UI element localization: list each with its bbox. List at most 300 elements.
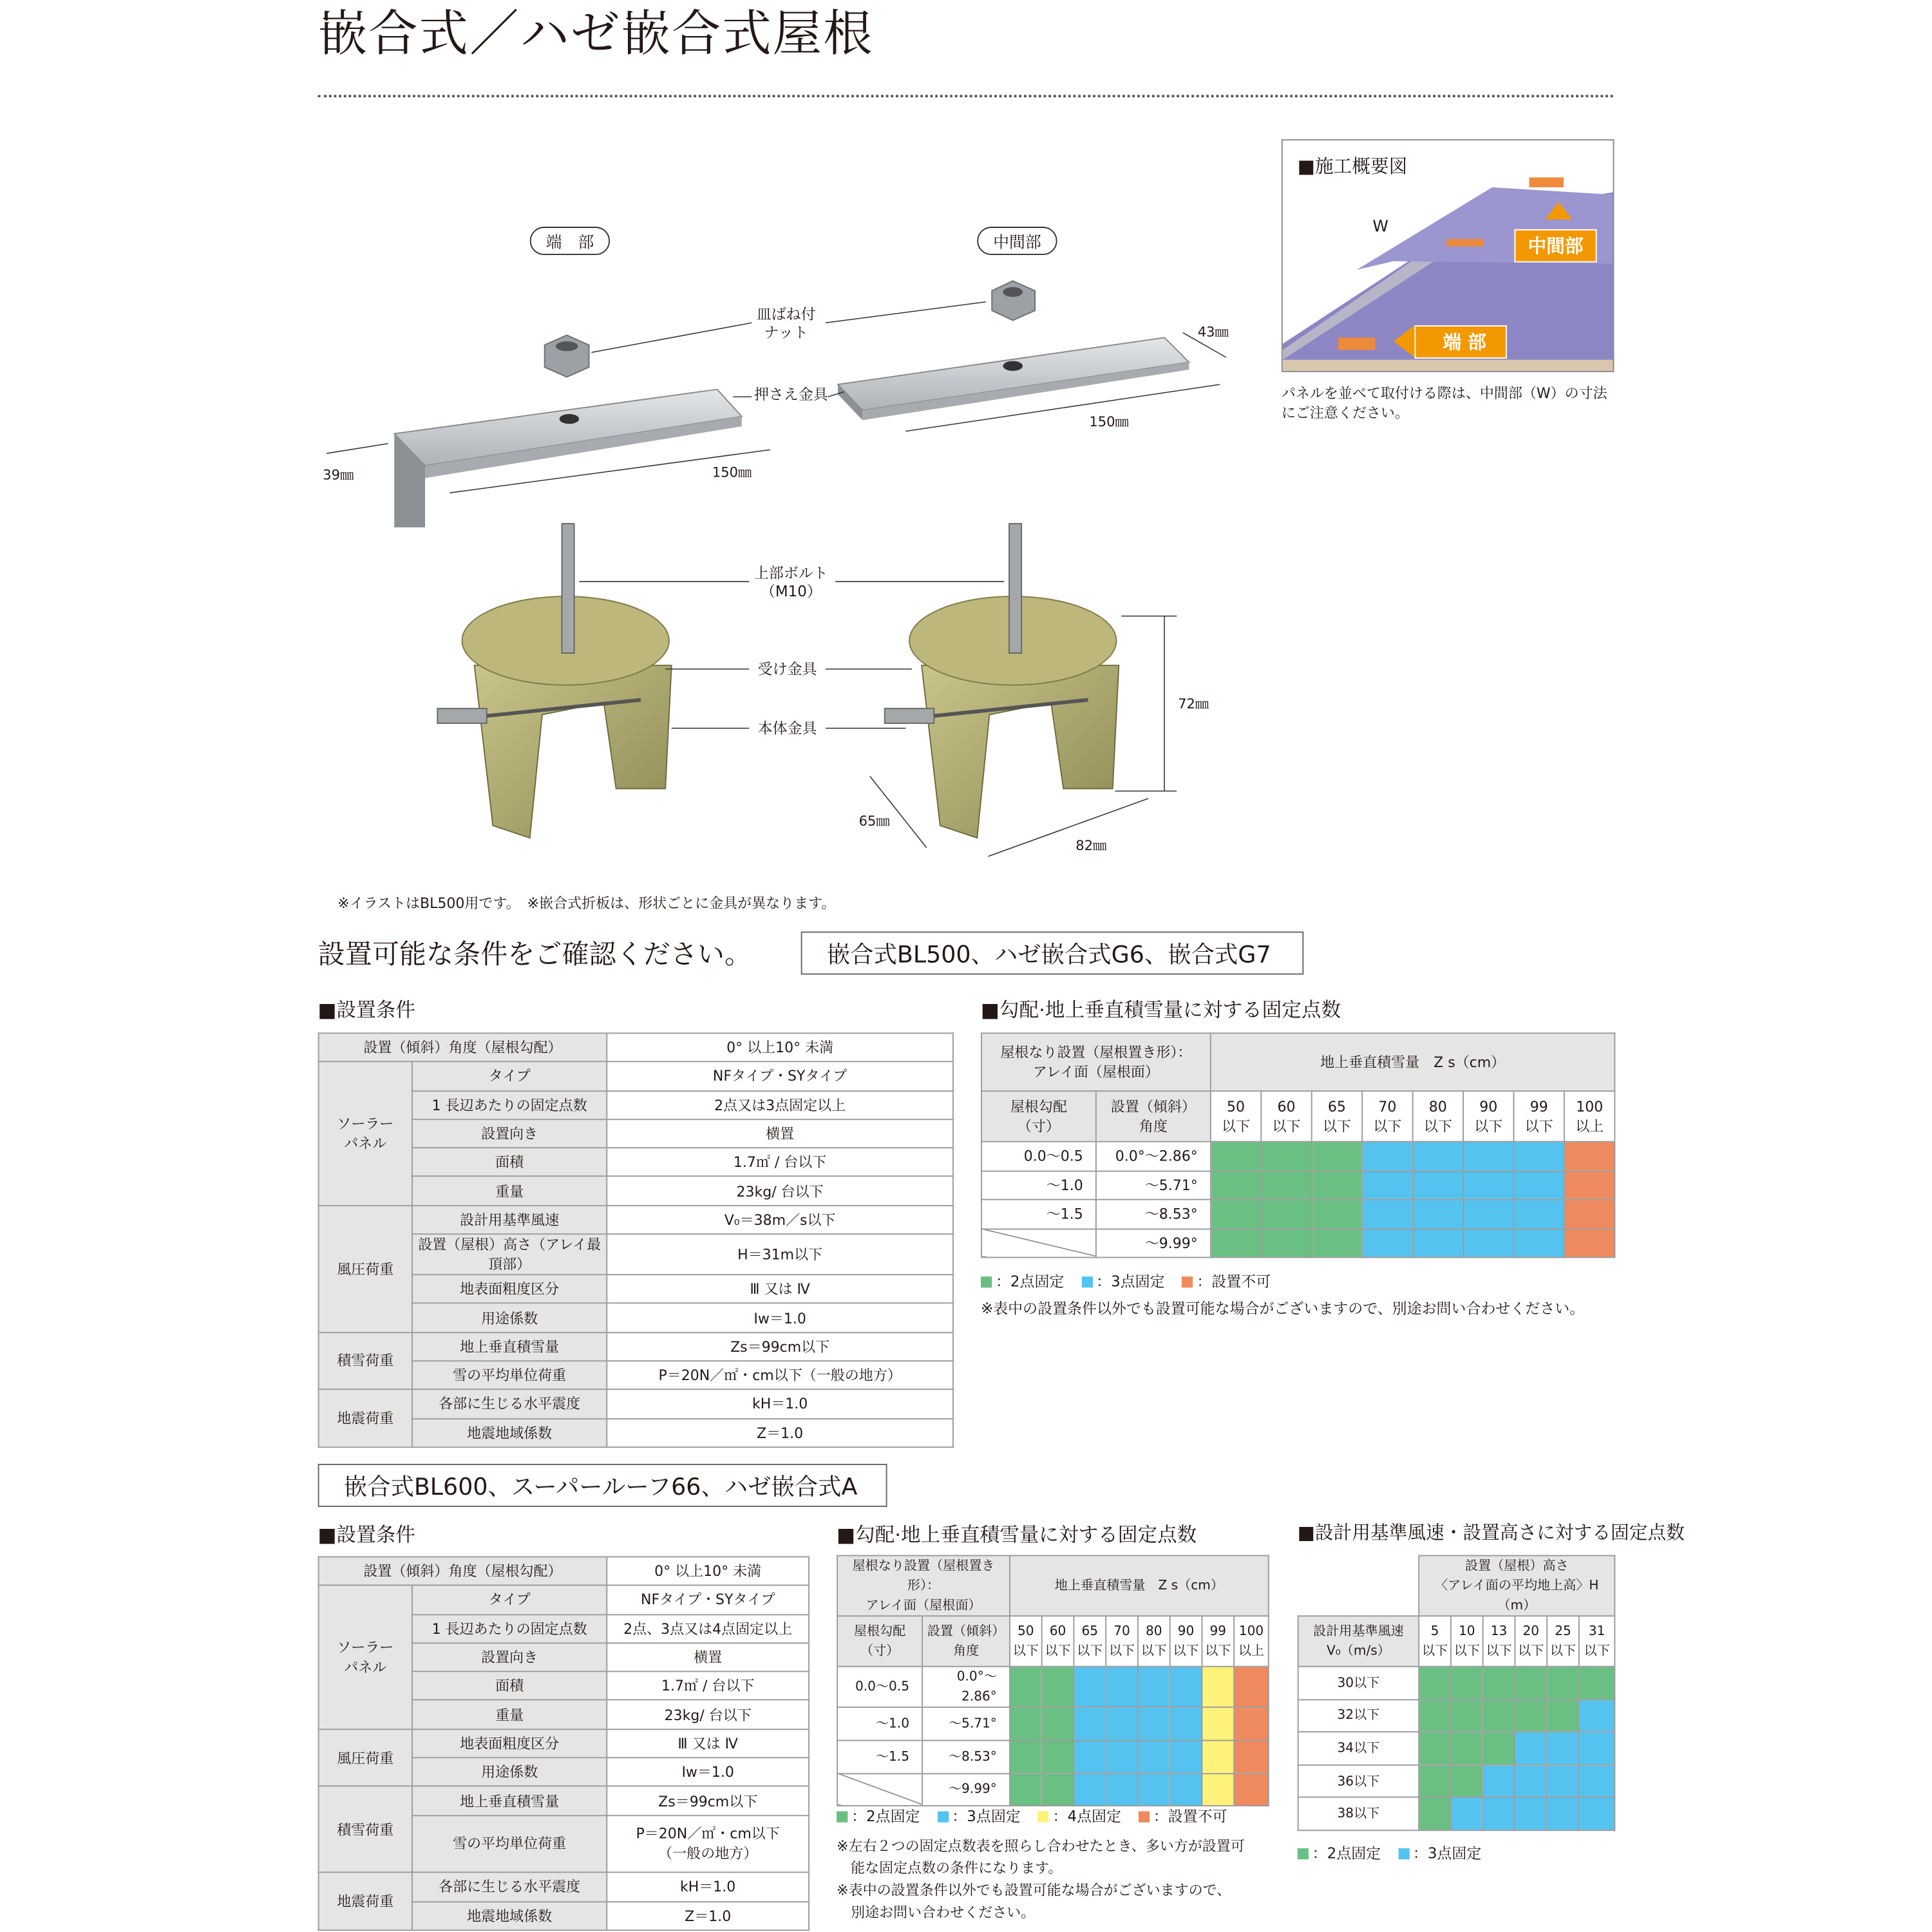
legend-swatch-o: [1182, 1276, 1193, 1287]
condition-label: 重量: [412, 1177, 607, 1206]
height-column-header: 20 以下: [1515, 1616, 1547, 1666]
legend-swatch-g: [837, 1812, 848, 1823]
fixing-cell-b: [1515, 1732, 1547, 1765]
condition-value: 2点、3点又は4点固定以上: [607, 1615, 809, 1643]
conditions-title-2: ■設置条件: [317, 1522, 416, 1547]
condition-value: P＝20N／㎡・cm以下（一般の地方）: [607, 1361, 953, 1390]
fixing-cell-b: [1547, 1732, 1579, 1765]
legend-2: [837, 1805, 1244, 1826]
snow-column-header: 60 以下: [1261, 1091, 1311, 1141]
snow-column-header: 50 以下: [1211, 1091, 1261, 1141]
condition-value: H＝31m以下: [607, 1234, 953, 1274]
legend-item: [1139, 1808, 1227, 1825]
condition-group: 積雪荷重: [319, 1786, 412, 1873]
bolt-label: 上部ボルト （M10）: [753, 564, 828, 600]
snow-column-header: 50 以下: [1010, 1616, 1042, 1666]
fixing-cell-g: [1042, 1707, 1074, 1740]
fixing-cell-b: [1138, 1740, 1170, 1773]
overview-diagram: [1282, 139, 1615, 372]
fixing-cell-b: [1138, 1707, 1170, 1740]
table-row: [837, 1707, 1269, 1740]
legend-item: [1398, 1844, 1481, 1862]
fixing-cell-g: [1261, 1171, 1311, 1200]
arrow-up-icon: [1545, 202, 1572, 220]
fixing-cell-g: [1211, 1229, 1261, 1258]
wind-table: [1298, 1555, 1616, 1832]
fixing-cell-b: [1579, 1732, 1615, 1765]
end-part-label: 端 部: [530, 227, 610, 255]
fixing-cell-g: [1419, 1667, 1451, 1700]
dim-mid-length: 150㎜: [1089, 413, 1129, 430]
fixing-cell-b: [1463, 1142, 1513, 1171]
fixing-cell-b: [1170, 1667, 1202, 1707]
fixing-cell-b: [1138, 1773, 1170, 1806]
nut-label: 皿ばね付 ナット: [756, 305, 816, 341]
middle-tag: 中間部: [1514, 229, 1596, 263]
snow-table-2: [837, 1555, 1269, 1807]
condition-value: Ⅲ 又は Ⅳ: [607, 1274, 953, 1303]
legend-label: ：2点固定: [995, 1273, 1065, 1291]
dim-mid-width: 43㎜: [1197, 324, 1229, 341]
models-box-2: 嵌合式BL600、スーパールーフ66、ハゼ嵌合式A: [318, 1464, 887, 1507]
condition-label: 設置（屋根）高さ（アレイ最頂部）: [412, 1234, 607, 1274]
condition-value: kH＝1.0: [607, 1390, 953, 1419]
legend-label: ：3点固定: [1096, 1273, 1165, 1291]
conditions-table-1: [318, 1032, 954, 1448]
slope-header: 屋根勾配 （寸）: [837, 1616, 922, 1666]
fixing-cell-o: [1564, 1142, 1615, 1171]
condition-label: 1 長辺あたりの固定点数: [412, 1090, 607, 1119]
snow-column-header: 80 以下: [1138, 1616, 1170, 1666]
condition-value: Iw＝1.0: [607, 1757, 809, 1786]
fixing-cell-g: [1547, 1667, 1579, 1700]
header-row: [1298, 1556, 1615, 1616]
header-row: [981, 1033, 1615, 1091]
height-column-header: 25 以下: [1547, 1616, 1579, 1666]
angle-header: 設置（傾斜） 角度: [1096, 1091, 1211, 1141]
legend-item: [837, 1808, 920, 1825]
fixing-cell-b: [1413, 1200, 1463, 1229]
table-row: [319, 1332, 953, 1361]
illustration-note: ※イラストはBL500用です。 ※嵌合式折板は、形状ごとに金具が異なります。: [337, 895, 836, 912]
slope-cell: [981, 1229, 1096, 1258]
snow-column-header: 100 以上: [1234, 1616, 1269, 1666]
fixing-cell-b: [1483, 1797, 1515, 1830]
legend-label: ：3点固定: [952, 1807, 1021, 1825]
slope-cell: 〜1.0: [981, 1171, 1096, 1200]
fixing-cell-b: [1074, 1773, 1106, 1806]
condition-label: 設置（傾斜）角度（屋根勾配）: [319, 1557, 607, 1586]
table-row: [981, 1229, 1615, 1258]
fixing-cell-b: [1362, 1142, 1412, 1171]
fixing-cell-g: [1261, 1200, 1311, 1229]
fixing-cell-b: [1362, 1171, 1412, 1200]
bracket-illustration: [0, 0, 1282, 887]
table-row: [319, 1062, 953, 1091]
fixing-cell-y: [1202, 1773, 1234, 1806]
height-header: 設置（屋根）高さ 〈アレイ面の平均地上高〉H（m）: [1419, 1556, 1615, 1616]
snow-column-header: 90 以下: [1170, 1616, 1202, 1666]
fixing-cell-g: [1211, 1142, 1261, 1171]
condition-label: 設置向き: [412, 1119, 607, 1148]
fixing-cell-g: [1010, 1667, 1042, 1707]
legend-swatch-g: [981, 1276, 992, 1287]
snow-column-header: 60 以下: [1042, 1616, 1074, 1666]
angle-cell: 〜5.71°: [1096, 1171, 1211, 1200]
wind-table-title: ■設計用基準風速・設置高さに対する固定点数: [1297, 1521, 1685, 1544]
conditions-title-1: ■設置条件: [317, 998, 416, 1022]
table-row: [319, 1206, 953, 1235]
condition-label: 設計用基準風速: [412, 1206, 607, 1235]
condition-value: 横置: [607, 1119, 953, 1148]
dim-body-width: 82㎜: [1075, 838, 1107, 854]
fixing-cell-g: [1010, 1740, 1042, 1773]
condition-value: Zs＝99cm以下: [607, 1786, 809, 1815]
fixing-cell-y: [1202, 1667, 1234, 1707]
fixing-cell-b: [1074, 1740, 1106, 1773]
snow-column-header: 99 以下: [1202, 1616, 1234, 1666]
condition-value: P＝20N／㎡・cm以下 （一般の地方）: [607, 1815, 809, 1873]
dim-body-depth: 65㎜: [858, 813, 890, 829]
snow-column-header: 65 以下: [1312, 1091, 1362, 1141]
condition-value: kH＝1.0: [607, 1873, 809, 1902]
clamp-label: 押さえ金具: [753, 385, 828, 403]
fixing-cell-g: [1419, 1797, 1451, 1830]
condition-group: ソーラー パネル: [319, 1062, 412, 1206]
models-box-1: 嵌合式BL500、ハゼ嵌合式G6、嵌合式G7: [801, 931, 1304, 974]
snow-header: 地上垂直積雪量 Z s（cm）: [1211, 1033, 1615, 1091]
fixing-cell-b: [1515, 1797, 1547, 1830]
fixing-cell-b: [1106, 1667, 1138, 1707]
condition-value: Z＝1.0: [607, 1901, 809, 1930]
fixing-cell-b: [1547, 1797, 1579, 1830]
snow-note-1: ※表中の設置条件以外でも設置可能な場合がございますので、別途お問い合わせください。: [980, 1300, 1585, 1318]
legend-3: [1298, 1842, 1499, 1863]
fixing-cell-b: [1106, 1707, 1138, 1740]
table-row: [1298, 1732, 1615, 1765]
fixing-cell-g: [1312, 1171, 1362, 1200]
fixing-cell-g: [1483, 1732, 1515, 1765]
fixing-cell-b: [1579, 1700, 1615, 1732]
condition-label: 重量: [412, 1700, 607, 1729]
fixing-cell-g: [1211, 1200, 1261, 1229]
fixing-cell-b: [1074, 1707, 1106, 1740]
condition-value: Z＝1.0: [607, 1418, 953, 1447]
table-row: [319, 1234, 953, 1274]
fixing-cell-b: [1138, 1667, 1170, 1707]
fixing-cell-y: [1202, 1707, 1234, 1740]
angle-cell: 0.0°〜2.86°: [1096, 1142, 1211, 1171]
snow-column-header: 99 以下: [1513, 1091, 1564, 1141]
fixing-cell-g: [1483, 1700, 1515, 1732]
middle-body: [885, 524, 1119, 838]
snow-note-2b: ※表中の設置条件以外でも設置可能な場合がございますので、 別途お問い合わせください。: [837, 1881, 1231, 1921]
table-row: [319, 1786, 809, 1815]
table-row: [837, 1773, 1269, 1806]
condition-label: 雪の平均単位荷重: [412, 1361, 607, 1390]
fixing-cell-b: [1074, 1667, 1106, 1707]
fixing-cell-b: [1547, 1765, 1579, 1797]
table-row: [1298, 1667, 1615, 1700]
fixing-cell-b: [1413, 1142, 1463, 1171]
legend-label: ：設置不可: [1153, 1807, 1227, 1825]
condition-label: 各部に生じる水平震度: [412, 1873, 607, 1902]
table-row: [319, 1274, 953, 1303]
middle-nut: [992, 281, 1035, 320]
fixing-cell-g: [1010, 1707, 1042, 1740]
table-row: [319, 1729, 809, 1758]
fixing-cell-g: [1042, 1667, 1074, 1707]
wind-speed-header: 設計用基準風速 V₀（m/s）: [1298, 1616, 1419, 1666]
subheader-row: [837, 1616, 1269, 1666]
slope-cell: 〜1.0: [837, 1707, 922, 1740]
fixing-cell-g: [1042, 1740, 1074, 1773]
height-column-header: 10 以下: [1451, 1616, 1483, 1666]
fixing-cell-b: [1451, 1797, 1483, 1830]
table-row: [319, 1418, 953, 1447]
fixing-cell-g: [1515, 1700, 1547, 1732]
fixing-cell-o: [1564, 1229, 1615, 1258]
snow-column-header: 90 以下: [1463, 1091, 1513, 1141]
legend-swatch-b: [1081, 1276, 1092, 1287]
condition-group: 風圧荷重: [319, 1729, 412, 1786]
condition-group: 地震荷重: [319, 1873, 412, 1930]
fixing-cell-g: [1010, 1773, 1042, 1806]
fixing-cell-b: [1513, 1229, 1564, 1258]
angle-cell: 〜9.99°: [1096, 1229, 1211, 1258]
condition-label: タイプ: [412, 1062, 607, 1091]
fixing-cell-b: [1579, 1765, 1615, 1797]
condition-group: 地震荷重: [319, 1390, 412, 1447]
condition-value: Ⅲ 又は Ⅳ: [607, 1729, 809, 1758]
fixing-cell-b: [1579, 1797, 1615, 1830]
angle-cell: 0.0°〜2.86°: [922, 1667, 1010, 1707]
condition-group: ソーラー パネル: [319, 1586, 412, 1729]
condition-label: 設置（傾斜）角度（屋根勾配）: [319, 1033, 607, 1062]
snow-column-header: 65 以下: [1074, 1616, 1106, 1666]
condition-label: 雪の平均単位荷重: [412, 1815, 607, 1873]
legend-label: ：設置不可: [1197, 1273, 1271, 1291]
dim-body-height: 72㎜: [1178, 696, 1209, 712]
condition-value: NFタイプ・SYタイプ: [607, 1062, 953, 1091]
condition-value: 0° 以上10° 未満: [607, 1033, 953, 1062]
condition-label: 設置向き: [412, 1643, 607, 1672]
fixing-cell-g: [1312, 1200, 1362, 1229]
end-tag: 端 部: [1414, 325, 1507, 359]
table-row: [319, 1033, 953, 1062]
page-title: 嵌合式／ハゼ嵌合式屋根: [317, 6, 874, 63]
legend-swatch-o: [1139, 1812, 1150, 1823]
fixing-cell-y: [1202, 1740, 1234, 1773]
legend-item: [981, 1273, 1064, 1290]
table-row: [1298, 1700, 1615, 1732]
wind-speed-cell: 36以下: [1298, 1765, 1419, 1797]
table-row: [319, 1148, 953, 1177]
legend-item: [1182, 1273, 1271, 1290]
condition-label: 地震地域係数: [412, 1901, 607, 1930]
table-row: [319, 1557, 809, 1586]
subheader-row: [1298, 1616, 1615, 1666]
legend-item: [1081, 1273, 1164, 1290]
snow-column-header: 80 以下: [1413, 1091, 1463, 1141]
snow-table-title-1: ■勾配·地上垂直積雪量に対する固定点数: [980, 998, 1341, 1022]
legend-label: ：2点固定: [851, 1807, 920, 1825]
legend-swatch-b: [1398, 1848, 1409, 1859]
fixing-cell-o: [1234, 1740, 1269, 1773]
fixing-cell-o: [1234, 1667, 1269, 1707]
fixing-cell-g: [1419, 1765, 1451, 1797]
dim-end-height: 39㎜: [323, 467, 354, 484]
body-label: 本体金具: [757, 719, 817, 737]
fixing-cell-g: [1451, 1667, 1483, 1700]
condition-value: 1.7㎡ / 台以下: [607, 1672, 809, 1701]
fixing-cell-b: [1515, 1765, 1547, 1797]
fixing-cell-o: [1234, 1773, 1269, 1806]
fixing-cell-g: [1211, 1171, 1261, 1200]
snow-column-header: 70 以下: [1362, 1091, 1412, 1141]
fixing-cell-o: [1564, 1200, 1615, 1229]
condition-label: タイプ: [412, 1586, 607, 1615]
legend-label: ：2点固定: [1312, 1844, 1381, 1862]
wind-speed-cell: 30以下: [1298, 1667, 1419, 1700]
fixing-cell-g: [1312, 1229, 1362, 1258]
fixing-cell-b: [1362, 1200, 1412, 1229]
table-row: [837, 1667, 1269, 1707]
table-row: [981, 1142, 1615, 1171]
condition-group: 風圧荷重: [319, 1206, 412, 1332]
legend-label: ：4点固定: [1052, 1807, 1121, 1825]
legend-item: [937, 1808, 1020, 1825]
fixing-cell-g: [1261, 1229, 1311, 1258]
empty-corner: [1298, 1556, 1419, 1616]
legend-swatch-y: [1038, 1812, 1049, 1823]
fixing-cell-b: [1463, 1229, 1513, 1258]
fixing-cell-g: [1042, 1773, 1074, 1806]
header-row: [837, 1556, 1269, 1616]
fixing-cell-b: [1362, 1229, 1412, 1258]
condition-label: 各部に生じる水平震度: [412, 1390, 607, 1419]
overview-caption: パネルを並べて取付ける際は、中間部（W）の寸法にご注意ください。: [1281, 384, 1607, 422]
height-column-header: 5 以下: [1419, 1616, 1451, 1666]
condition-value: V₀＝38m／s以下: [607, 1206, 953, 1235]
snow-column-header: 100 以上: [1564, 1091, 1615, 1141]
fixing-cell-g: [1419, 1700, 1451, 1732]
condition-label: 地上垂直積雪量: [412, 1332, 607, 1361]
snow-header: 地上垂直積雪量 Z s（cm）: [1010, 1556, 1269, 1616]
fixing-cell-b: [1170, 1773, 1202, 1806]
condition-value: NFタイプ・SYタイプ: [607, 1586, 809, 1615]
table-row: [319, 1090, 953, 1119]
conditions-table-2: [318, 1556, 810, 1930]
condition-value: 1.7㎡ / 台以下: [607, 1148, 953, 1177]
fixing-cell-b: [1513, 1142, 1564, 1171]
w-label: W: [1372, 218, 1389, 237]
fixing-cell-b: [1170, 1707, 1202, 1740]
fixing-cell-g: [1451, 1732, 1483, 1765]
condition-value: Iw＝1.0: [607, 1303, 953, 1332]
table-row: [319, 1303, 953, 1332]
fixing-cell-b: [1413, 1171, 1463, 1200]
check-heading: 設置可能な条件をご確認ください。: [317, 940, 752, 971]
condition-label: 用途係数: [412, 1303, 607, 1332]
fixing-cell-g: [1483, 1667, 1515, 1700]
fixing-cell-o: [1234, 1707, 1269, 1740]
table-row: [319, 1177, 953, 1206]
table-row: [319, 1119, 953, 1148]
fixing-cell-b: [1463, 1171, 1513, 1200]
angle-header: 設置（傾斜） 角度: [922, 1616, 1010, 1666]
fixing-cell-b: [1106, 1740, 1138, 1773]
angle-cell: 〜5.71°: [922, 1707, 1010, 1740]
corner-header: 屋根なり設置（屋根置き形）： アレイ面（屋根面）: [981, 1033, 1211, 1091]
legend-swatch-b: [937, 1812, 948, 1823]
angle-cell: 〜8.53°: [1096, 1200, 1211, 1229]
fixing-cell-g: [1261, 1142, 1311, 1171]
slope-cell: 〜1.5: [981, 1200, 1096, 1229]
table-row: [319, 1586, 809, 1615]
fixing-cell-o: [1564, 1171, 1615, 1200]
subheader-row: [981, 1091, 1615, 1141]
wind-speed-cell: 38以下: [1298, 1797, 1419, 1830]
fixing-cell-g: [1419, 1732, 1451, 1765]
table-row: [1298, 1765, 1615, 1797]
left-body: [437, 524, 672, 838]
snow-table-1: [981, 1032, 1615, 1258]
legend-label: ：3点固定: [1412, 1844, 1482, 1862]
fixing-cell-b: [1513, 1200, 1564, 1229]
wind-speed-cell: 32以下: [1298, 1700, 1419, 1732]
slope-cell: [837, 1773, 922, 1806]
slope-cell: 0.0〜0.5: [837, 1667, 922, 1707]
legend-item: [1298, 1844, 1381, 1862]
fixing-cell-g: [1515, 1667, 1547, 1700]
snow-table-title-2: ■勾配·地上垂直積雪量に対する固定点数: [837, 1522, 1197, 1547]
fixing-cell-g: [1451, 1700, 1483, 1732]
legend-item: [1038, 1808, 1121, 1825]
condition-label: 地表面粗度区分: [412, 1274, 607, 1303]
condition-label: 地表面粗度区分: [412, 1729, 607, 1758]
table-row: [1298, 1797, 1615, 1830]
condition-value: 23kg/ 台以下: [607, 1700, 809, 1729]
snow-column-header: 70 以下: [1106, 1616, 1138, 1666]
fixing-cell-b: [1106, 1773, 1138, 1806]
condition-value: Zs＝99cm以下: [607, 1332, 953, 1361]
fixing-cell-b: [1413, 1229, 1463, 1258]
condition-label: 面積: [412, 1148, 607, 1177]
fixing-cell-b: [1513, 1171, 1564, 1200]
condition-group: 積雪荷重: [319, 1332, 412, 1390]
fixing-cell-b: [1463, 1200, 1513, 1229]
table-row: [319, 1390, 953, 1419]
fixing-cell-g: [1451, 1765, 1483, 1797]
condition-label: 用途係数: [412, 1757, 607, 1786]
height-column-header: 31 以下: [1579, 1616, 1615, 1666]
condition-value: 0° 以上10° 未満: [607, 1557, 809, 1586]
legend-swatch-g: [1298, 1848, 1309, 1859]
table-row: [319, 1873, 809, 1902]
angle-cell: 〜9.99°: [922, 1773, 1010, 1806]
condition-label: 地震地域係数: [412, 1418, 607, 1447]
slope-cell: 0.0〜0.5: [981, 1142, 1096, 1171]
condition-value: 横置: [607, 1643, 809, 1672]
corner-header: 屋根なり設置（屋根置き形）： アレイ面（屋根面）: [837, 1556, 1010, 1616]
condition-label: 面積: [412, 1672, 607, 1701]
legend-1: [981, 1271, 1288, 1292]
condition-label: 1 長辺あたりの固定点数: [412, 1615, 607, 1643]
angle-cell: 〜8.53°: [922, 1740, 1010, 1773]
arrow-left-icon: [1394, 325, 1415, 357]
middle-part-label: 中間部: [977, 227, 1057, 255]
